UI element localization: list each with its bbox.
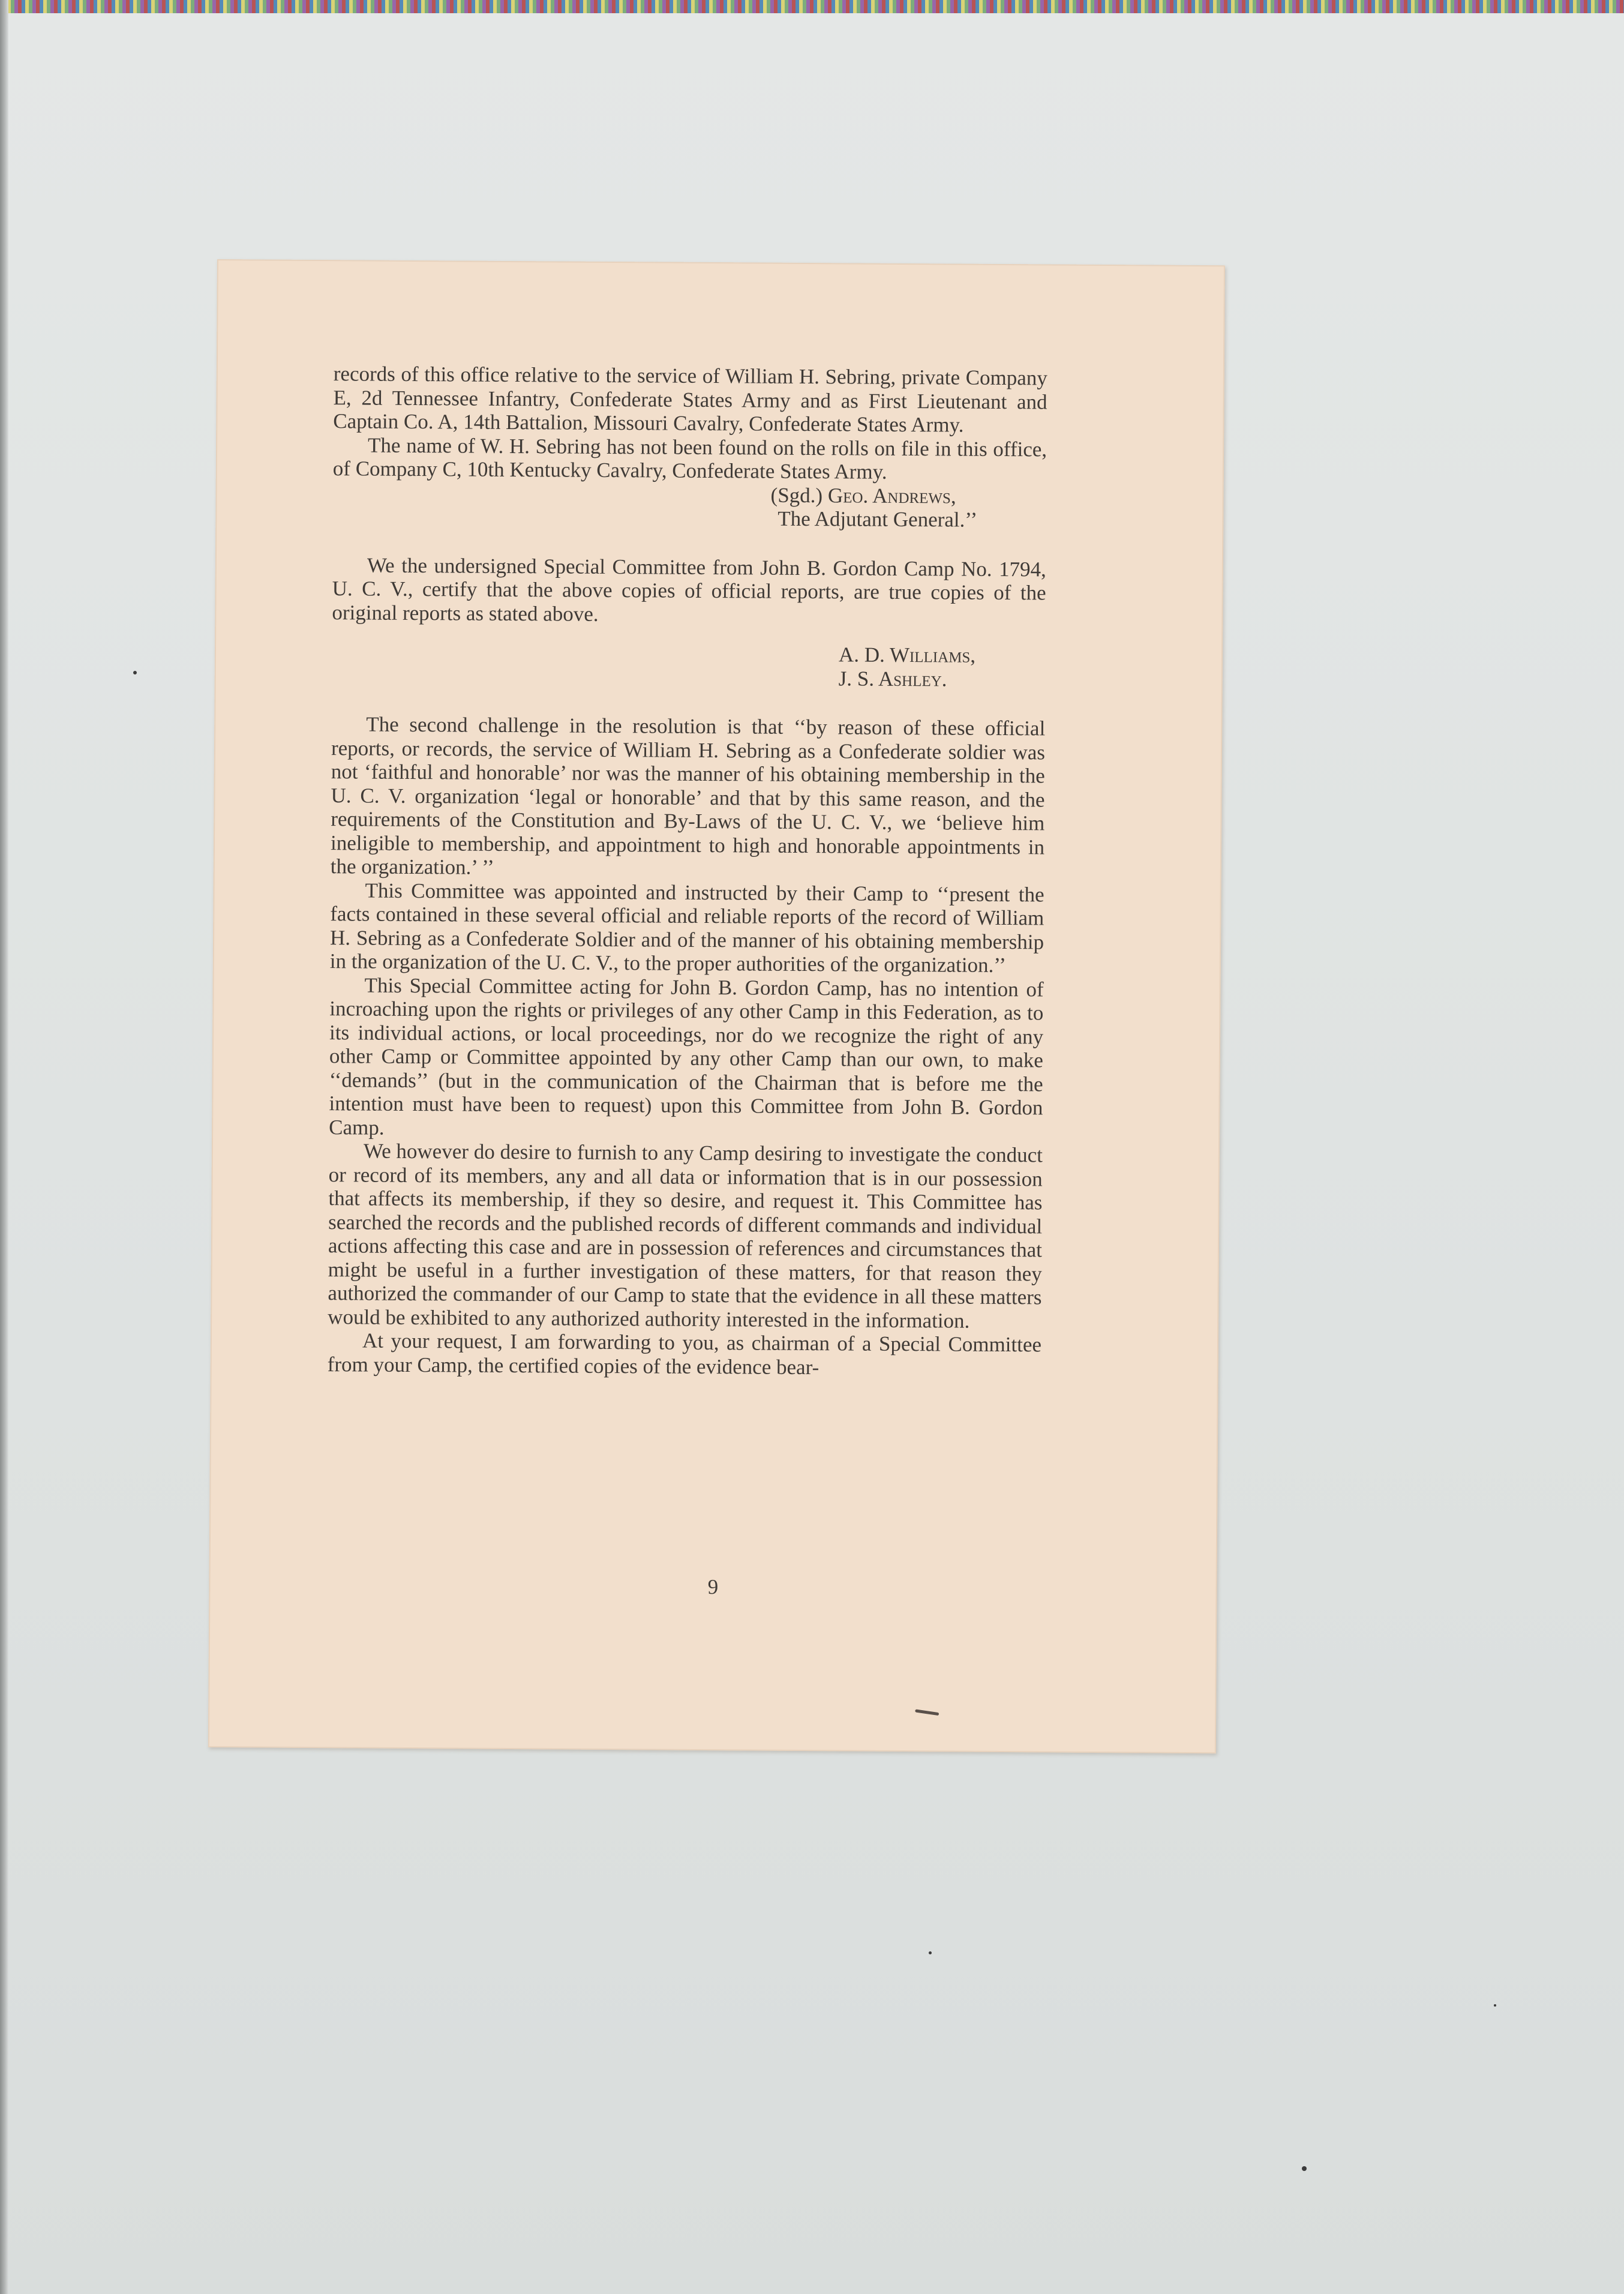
signature-committee-2: J. S. Ashley. — [838, 666, 947, 691]
paragraph-records: records of this office relative to the service of William H. Sebring, private Company E, 2d Tennessee Infantry, Confederate States Army and as First Lieutenant and Captain Co. A, 14th Battalion, Missouri Cavalry, Confederate States Army. — [333, 362, 1047, 437]
paragraph-rolls: The name of W. H. Sebring has not been found on the rolls on file in this office, of Company C, 10th Kentucky Cavalry, Confederate States Army. — [332, 433, 1047, 484]
dust-speck — [929, 1951, 932, 1954]
signature-adjutant-title: The Adjutant General.’’ — [778, 506, 978, 532]
dust-speck — [1494, 2004, 1496, 2007]
paragraph-certification: We the undersigned Special Committee from John B. Gordon Camp No. 1794, U. C. V., certify that the above copies of official reports, are true copies of the original reports as stated above. — [332, 553, 1046, 626]
paragraph-second-challenge: The second challenge in the resolution is that ‘‘by reason of these official reports, or records, the service of William H. Sebring as a Confederate soldier was not ‘faithful and honorable’ nor was the manner of his obtaining membership in the U. C. V. organization ‘legal or honorable’ and that by this same reason, and the requirements of the Constitution and By-Laws of the U. C. V., we ‘believe him ineligible to membership, and appointment to high and honorable appointments in the organization.’ ’’ — [330, 712, 1046, 879]
dust-speck — [1302, 2166, 1307, 2171]
paragraph-special-committee: This Special Committee acting for John B. Gordon Camp, has no intention of incroaching upon the rights or privileges of any other Camp in this Federation, as to its individual actions, or local proceedings, nor do we recognize the right of any other Camp or Committee appointed by any other Camp than our own, to make ‘‘demands’’ (but in the communication of the Chairman that is before me the intention must have been to request) upon this Committee from John B. Gordon Camp. — [329, 973, 1044, 1139]
page-number: 9 — [707, 1575, 719, 1599]
dust-speck — [133, 671, 137, 674]
scanner-color-strip — [0, 0, 1624, 13]
paragraph-committee-appointed: This Committee was appointed and instructed by their Camp to ‘‘present the facts contained in these several official and reliable reports of the record of William H. Sebring as a Confederate Soldier and of the manner of his obtaining membership in the organization of the U. C. V., to the proper authorities of the organization.’’ — [329, 878, 1044, 977]
paper-blemish — [915, 1709, 939, 1716]
signature-committee-1: A. D. Williams, — [838, 643, 976, 667]
signature-prefix: (Sgd.) — [770, 483, 828, 507]
paragraph-forwarding: At your request, I am forwarding to you, as chairman of a Special Committee from your Camp, the certified copies of the evidence bear- — [327, 1329, 1042, 1379]
document-page — [208, 259, 1225, 1753]
scanner-left-edge — [0, 0, 8, 2294]
signature-name: Geo. Andrews, — [827, 483, 956, 508]
page-text — [328, 362, 1047, 1380]
paragraph-furnish-data: We however do desire to furnish to any Camp desiring to investigate the conduct or record of its members, any and all data or information that is in our possession that affects its membership, if they so desire, and request it. This Committee has searched the records and the published records of different commands and individual actions affecting this case and are in possession of references and circumstances that might be useful in a further investigation of these matters, for that reason they authorized the commander of our Camp to state that the evidence in all these matters would be exhibited to any authorized authority interested in the information. — [328, 1139, 1043, 1333]
